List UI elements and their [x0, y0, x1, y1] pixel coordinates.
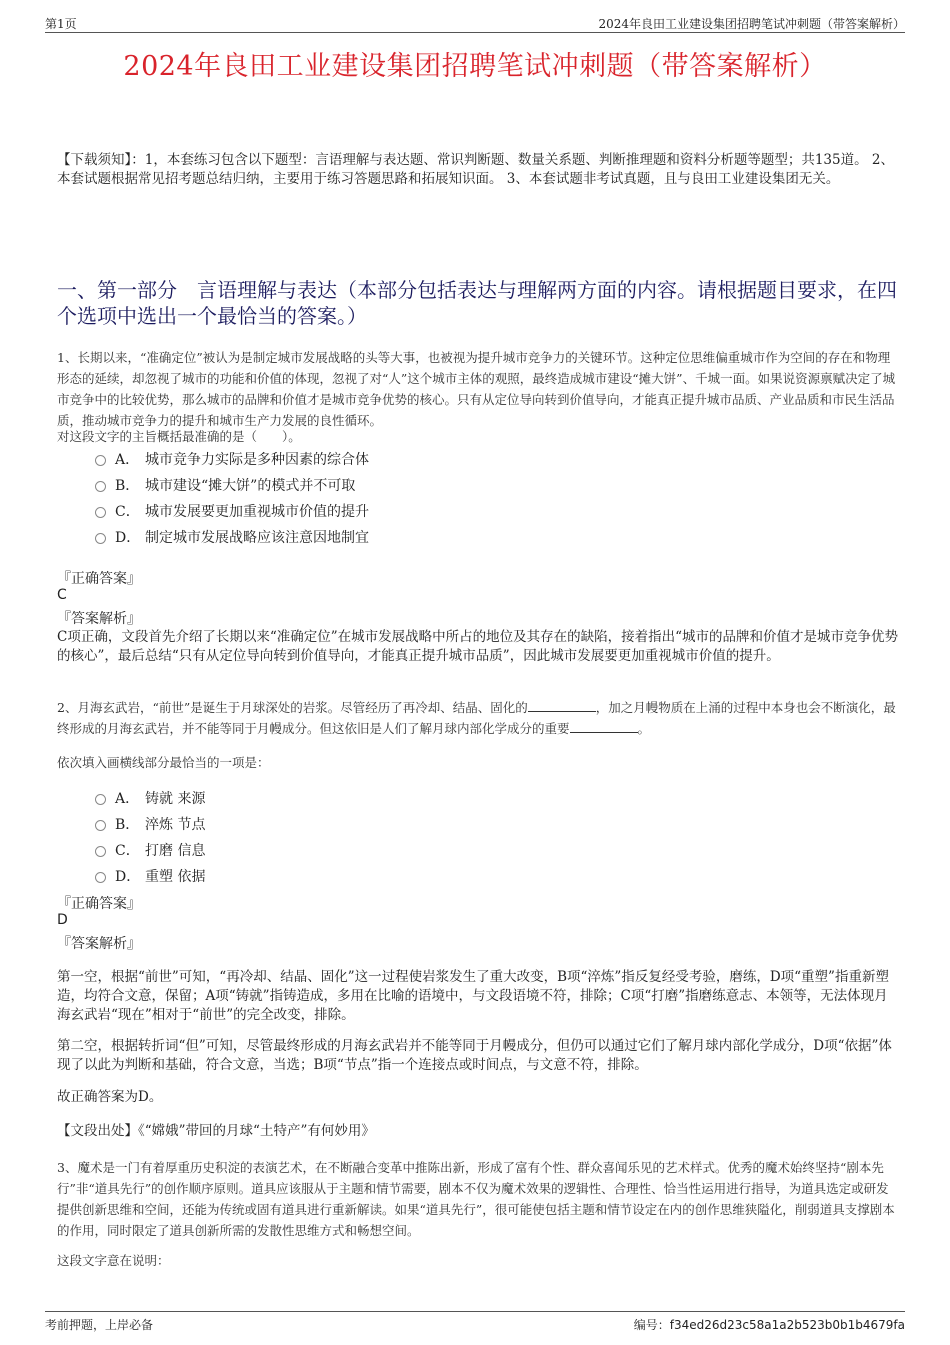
option-a[interactable]: A． 城市竞争力实际是多种因素的综合体: [95, 447, 795, 473]
option-a[interactable]: A． 铸就 来源: [95, 786, 795, 812]
radio-icon[interactable]: [95, 846, 106, 857]
option-c[interactable]: C． 打磨 信息: [95, 838, 795, 864]
radio-icon[interactable]: [95, 533, 106, 544]
question-3-prompt: 这段文字意在说明：: [57, 1253, 170, 1268]
radio-icon[interactable]: [95, 820, 106, 831]
header-doc-title: 2024年良田工业建设集团招聘笔试冲刺题（带答案解析）: [598, 17, 905, 31]
fill-blank: [570, 720, 638, 733]
page-footer: [45, 1311, 905, 1332]
correct-answer: C: [57, 587, 67, 603]
question-1-text: 1、长期以来，“准确定位”被认为是制定城市发展战略的头等大事，也被视为提升城市竞争力的关键环节。这种定位思维偏重城市作为空间的存在和物理形态的延续，却忽视了城市的功能和价值的体现，忽视了对“人”这个城市主体的观照，最终造成城市建设“摊大饼”、千城一面。如果说资源禀赋决定了城市竞争中的比较优势，那么城市的品牌和价值才是城市竞争优势的核心。只有从定位导向转到价值导向，才能真正提升城市品质、产业品质和市民生活品质，推动城市竞争力的提升和城市生产力发展的良性循环。: [57, 350, 896, 428]
footer-code: 编号：f34ed26d23c58a1a2b523b0b1b4679fa: [633, 1318, 905, 1332]
radio-icon[interactable]: [95, 872, 106, 883]
download-notice: 【下载须知】：1，本套练习包含以下题型：言语理解与表达题、常识判断题、数量关系题、判断推理题和资料分析题等题型；共135道。 2、本套试题根据常见招考题总结归纳，主要用于练习答题思路和拓展知识面。 3、本套试题非考试真题，且与良田工业建设集团无关。: [57, 152, 894, 187]
option-d[interactable]: D． 制定城市发展战略应该注意因地制宜: [95, 525, 795, 551]
answer-analysis-1: 第一空，根据“前世”可知，“再冷却、结晶、固化”这一过程使岩浆发生了重大改变，B项“淬炼”指反复经受考验，磨练，D项“重塑”指重新塑造，均符合文意，保留；A项“铸就”指铸造成，多用在比喻的语境中，与文段语境不符，排除；C项“打磨”指磨练意志、本领等，无法体现月海玄武岩“现在”相对于“前世”的完全改变，排除。: [57, 969, 889, 1023]
section-heading: 一、第一部分 言语理解与表达（本部分包括表达与理解两方面的内容。请根据题目要求，在四个选项中选出一个最恰当的答案。）: [57, 278, 897, 328]
analysis-label: 『答案解析』: [57, 936, 141, 952]
question-1-options: [95, 447, 795, 551]
option-d[interactable]: D． 重塑 依据: [95, 864, 795, 890]
answer-conclusion: 故正确答案为D。: [57, 1089, 163, 1105]
option-b[interactable]: B． 淬炼 节点: [95, 812, 795, 838]
footer-slogan: 考前押题，上岸必备: [45, 1318, 154, 1332]
question-2-prompt: 依次填入画横线部分最恰当的一项是：: [57, 755, 270, 770]
page-title: 2024年良田工业建设集团招聘笔试冲刺题（带答案解析）: [123, 51, 827, 82]
option-c[interactable]: C． 城市发展要更加重视城市价值的提升: [95, 499, 795, 525]
option-b[interactable]: B． 城市建设“摊大饼”的模式并不可取: [95, 473, 795, 499]
question-2-options: [95, 786, 795, 890]
answer-analysis: C项正确，文段首先介绍了长期以来“准确定位”在城市发展战略中所占的地位及其存在的缺陷，接着指出“城市的品牌和价值才是城市竞争优势的核心”，最后总结“只有从定位导向转到价值导向，才能真正提升城市品质”，因此城市发展要更加重视城市价值的提升。: [57, 629, 899, 664]
analysis-label: 『答案解析』: [57, 611, 141, 627]
answer-label: 『正确答案』: [57, 571, 141, 587]
question-2-text: 2、月海玄武岩，“前世”是诞生于月球深处的岩浆。尽管经历了再冷却、结晶、固化的 ，加之月幔物质在上涌的过程中本身也会不断演化，最终形成的月海玄武岩，并不能等同于月幔成分。但这依旧是人们了解月球内部化学成分的重要 。: [57, 700, 896, 736]
question-1-prompt: 对这段文字的主旨概括最准确的是（ ）。: [57, 429, 301, 444]
radio-icon[interactable]: [95, 481, 106, 492]
page-header: [45, 14, 905, 33]
radio-icon[interactable]: [95, 794, 106, 805]
answer-label: 『正确答案』: [57, 896, 141, 912]
text-source: 【文段出处】《“嫦娥”带回的月球“土特产”有何妙用》: [57, 1123, 375, 1139]
correct-answer: D: [57, 912, 68, 928]
radio-icon[interactable]: [95, 455, 106, 466]
page-number: 第1页: [45, 17, 77, 31]
fill-blank: [528, 699, 596, 712]
question-3-text: 3、魔术是一门有着厚重历史积淀的表演艺术，在不断融合变革中推陈出新，形成了富有个性、群众喜闻乐见的艺术样式。优秀的魔术始终坚持“剧本先行”非“道具先行”的创作顺序原则。道具应该服从于主题和情节需要，剧本不仅为魔术效果的逻辑性、合理性、恰当性运用进行指导，为道具选定或研发提供创新思维和空间，还能为传统或固有道具进行重新解读。如果“道具先行”，很可能使包括主题和情节设定在内的创作思维狭隘化，削弱道具支撑剧本的作用，同时限定了道具创新所需的发散性思维方式和畅想空间。: [57, 1160, 895, 1238]
radio-icon[interactable]: [95, 507, 106, 518]
answer-analysis-2: 第二空，根据转折词“但”可知，尽管最终形成的月海玄武岩并不能等同于月幔成分，但仍可以通过它们了解月球内部化学成分，D项“依据”体现了以此为判断和基础，符合文意，当选；B项“节点”指一个连接点或时间点，与文意不符，排除。: [57, 1038, 892, 1073]
